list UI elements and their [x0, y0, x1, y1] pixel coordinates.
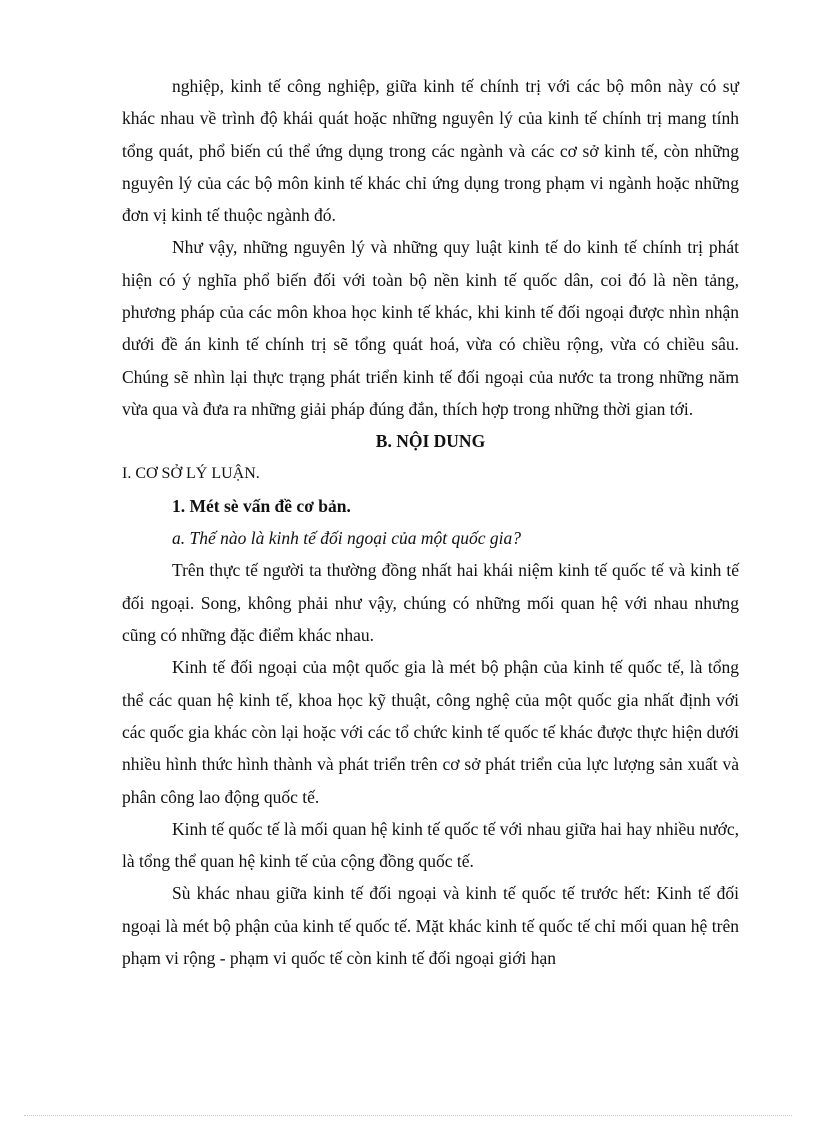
intro-paragraph-2: Như vậy, những nguyên lý và những quy luật kinh tế do kinh tế chính trị phát hiện có ý nghĩa phổ biến đối với toàn bộ nền kinh tế quốc dân, coi đó là nền tảng, phương pháp của các môn khoa học kinh tế khác, khi kinh tế đối ngoại được nhìn nhận dưới đề án kinh tế chính trị sẽ tổng quát hoá, vừa có chiều rộng, vừa có chiều sâu. Chúng sẽ nhìn lại thực trạng phát triển kinh tế đối ngoại của nước ta trong những năm vừa qua và đưa ra những giải pháp đúng đắn, thích hợp trong những thời gian tới. — [122, 237, 739, 419]
body-paragraph-3: Kinh tế quốc tế là mối quan hệ kinh tế quốc tế với nhau giữa hai hay nhiều nước, là tổng thể quan hệ kinh tế của cộng đồng quốc tế. — [122, 818, 739, 872]
body-paragraph-4: Sù khác nhau giữa kinh tế đối ngoại và kinh tế quốc tế trước hết: Kinh tế đối ngoại là mét bộ phận của kinh tế quốc tế. Mặt khác kinh tế quốc tế chỉ mối quan hệ trên phạm vi rộng - phạm vi quốc tế còn kinh tế đối ngoại giới hạn — [122, 883, 739, 969]
section-heading: B. NỘI DUNG — [375, 431, 486, 452]
page-bottom-divider — [24, 1115, 792, 1116]
part-heading: I. CƠ SỞ LÝ LUẬN. — [122, 464, 260, 482]
intro-paragraph-1: nghiệp, kinh tế công nghiệp, giữa kinh tế chính trị với các bộ môn này có sự khác nhau về trình độ khái quát hoặc những nguyên lý của kinh tế chính trị mang tính tổng quát, phổ biến cú thể ứng dụng trong các ngành và các cơ sở kinh tế, còn những nguyên lý của các bộ môn kinh tế khác chỉ ứng dụng trong phạm vi ngành hoặc những đơn vị kinh tế thuộc ngành đó. — [122, 76, 739, 226]
body-paragraph-2: Kinh tế đối ngoại của một quốc gia là mét bộ phận của kinh tế quốc tế, là tổng thể các quan hệ kinh tế, khoa học kỹ thuật, công nghệ của một quốc gia nhất định với các quốc gia khác còn lại hoặc với các tổ chức kinh tế quốc tế khác được thực hiện dưới nhiều hình thức hình thành và phát triển trên cơ sở phát triển của lực lượng sản xuất và phân công lao động quốc tế. — [122, 657, 739, 807]
document-body — [122, 70, 739, 974]
body-paragraph-1: Trên thực tế người ta thường đồng nhất hai khái niệm kinh tế quốc tế và kinh tế đối ngoại. Song, không phải như vậy, chúng có những mối quan hệ với nhau nhưng cũng có những đặc điểm khác nhau. — [122, 560, 739, 646]
question-heading: a. Thế nào là kinh tế đối ngoại của một quốc gia? — [172, 528, 521, 549]
subsection-heading: 1. Mét sè vấn đề cơ bản. — [172, 495, 351, 516]
